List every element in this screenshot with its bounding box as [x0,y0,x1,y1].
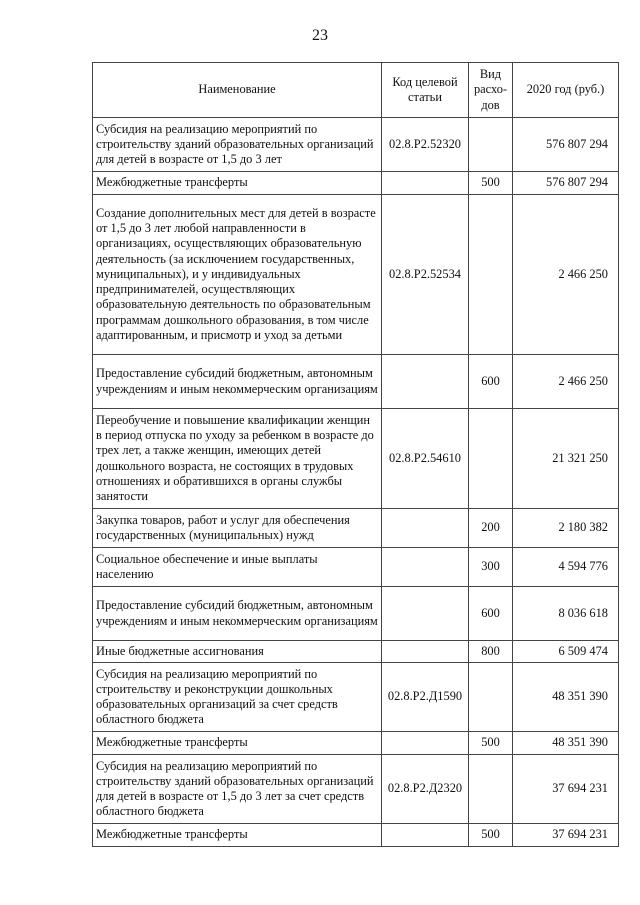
table-row [93,755,619,824]
page-number: 23 [312,27,328,44]
row-amount: 2 466 250 [513,195,619,355]
table-row [93,118,619,172]
row-code [382,509,469,548]
row-amount: 21 321 250 [513,409,619,509]
row-type: 500 [469,172,513,195]
table-row [93,824,619,847]
row-code: 02.8.Р2.52320 [382,118,469,172]
row-type [469,755,513,824]
row-type: 500 [469,732,513,755]
table-row [93,663,619,732]
row-type [469,409,513,509]
row-amount: 6 509 474 [513,641,619,663]
table-row [93,548,619,587]
row-type: 200 [469,509,513,548]
row-amount: 37 694 231 [513,824,619,847]
row-code: 02.8.Р2.54610 [382,409,469,509]
table-row [93,172,619,195]
row-name: Межбюджетные трансферты [93,732,382,755]
row-name: Закупка товаров, работ и услуг для обеспечения государственных (муниципальных) нужд [93,509,382,548]
row-amount: 576 807 294 [513,118,619,172]
row-name: Субсидия на реализацию мероприятий по строительству зданий образовательных организаций для детей в возрасте от 1,5 до 3 лет [93,118,382,172]
row-amount: 576 807 294 [513,172,619,195]
table-row [93,509,619,548]
header-row [93,63,619,118]
table-row [93,587,619,641]
row-amount: 37 694 231 [513,755,619,824]
row-code [382,824,469,847]
row-name: Межбюджетные трансферты [93,172,382,195]
row-code: 02.8.Р2.Д1590 [382,663,469,732]
table-row [93,732,619,755]
table-header [93,63,619,118]
table-row [93,355,619,409]
row-amount: 48 351 390 [513,732,619,755]
row-name: Создание дополнительных мест для детей в возрасте от 1,5 до 3 лет любой направленности в организациях, осуществляющих образовательную деятельность (за исключением государственных, муниципальных), и у индивидуальных предпринимателей, осуществляющих образовательную деятельность по образовательным программам дошкольного образования, в том числе адаптированным, и присмотр и уход за детьми [93,195,382,355]
row-type [469,663,513,732]
row-amount: 2 466 250 [513,355,619,409]
header-name: Наименование [93,63,382,118]
row-code: 02.8.Р2.Д2320 [382,755,469,824]
row-amount: 4 594 776 [513,548,619,587]
row-amount: 48 351 390 [513,663,619,732]
table-row [93,195,619,355]
row-name: Субсидия на реализацию мероприятий по строительству зданий образовательных организаций для детей в возрасте от 1,5 до 3 лет за счет средств областного бюджета [93,755,382,824]
budget-table [92,62,619,847]
table-body [93,118,619,847]
row-type: 800 [469,641,513,663]
row-name: Предоставление субсидий бюджетным, автономным учреждениям и иным некоммерческим организациям [93,587,382,641]
row-code [382,641,469,663]
header-type: Вид расхо-дов [469,63,513,118]
row-type [469,118,513,172]
row-code [382,587,469,641]
row-code [382,732,469,755]
header-year: 2020 год (руб.) [513,63,619,118]
row-code [382,548,469,587]
row-code [382,172,469,195]
row-type: 600 [469,587,513,641]
row-code [382,355,469,409]
row-type: 600 [469,355,513,409]
row-name: Межбюджетные трансферты [93,824,382,847]
row-name: Субсидия на реализацию мероприятий по строительству и реконструкции дошкольных образовательных организаций за счет средств областного бюджета [93,663,382,732]
row-type: 500 [469,824,513,847]
row-amount: 8 036 618 [513,587,619,641]
row-code: 02.8.Р2.52534 [382,195,469,355]
table-row [93,409,619,509]
row-name: Иные бюджетные ассигнования [93,641,382,663]
row-name: Предоставление субсидий бюджетным, автономным учреждениям и иным некоммерческим организациям [93,355,382,409]
row-name: Переобучение и повышение квалификации женщин в период отпуска по уходу за ребенком в возрасте до трех лет, а также женщин, имеющих детей дошкольного возраста, не состоящих в трудовых отношениях и обратившихся в органы службы занятости [93,409,382,509]
row-amount: 2 180 382 [513,509,619,548]
row-type: 300 [469,548,513,587]
table-row [93,641,619,663]
row-type [469,195,513,355]
row-name: Социальное обеспечение и иные выплаты населению [93,548,382,587]
header-code: Код целевой статьи [382,63,469,118]
